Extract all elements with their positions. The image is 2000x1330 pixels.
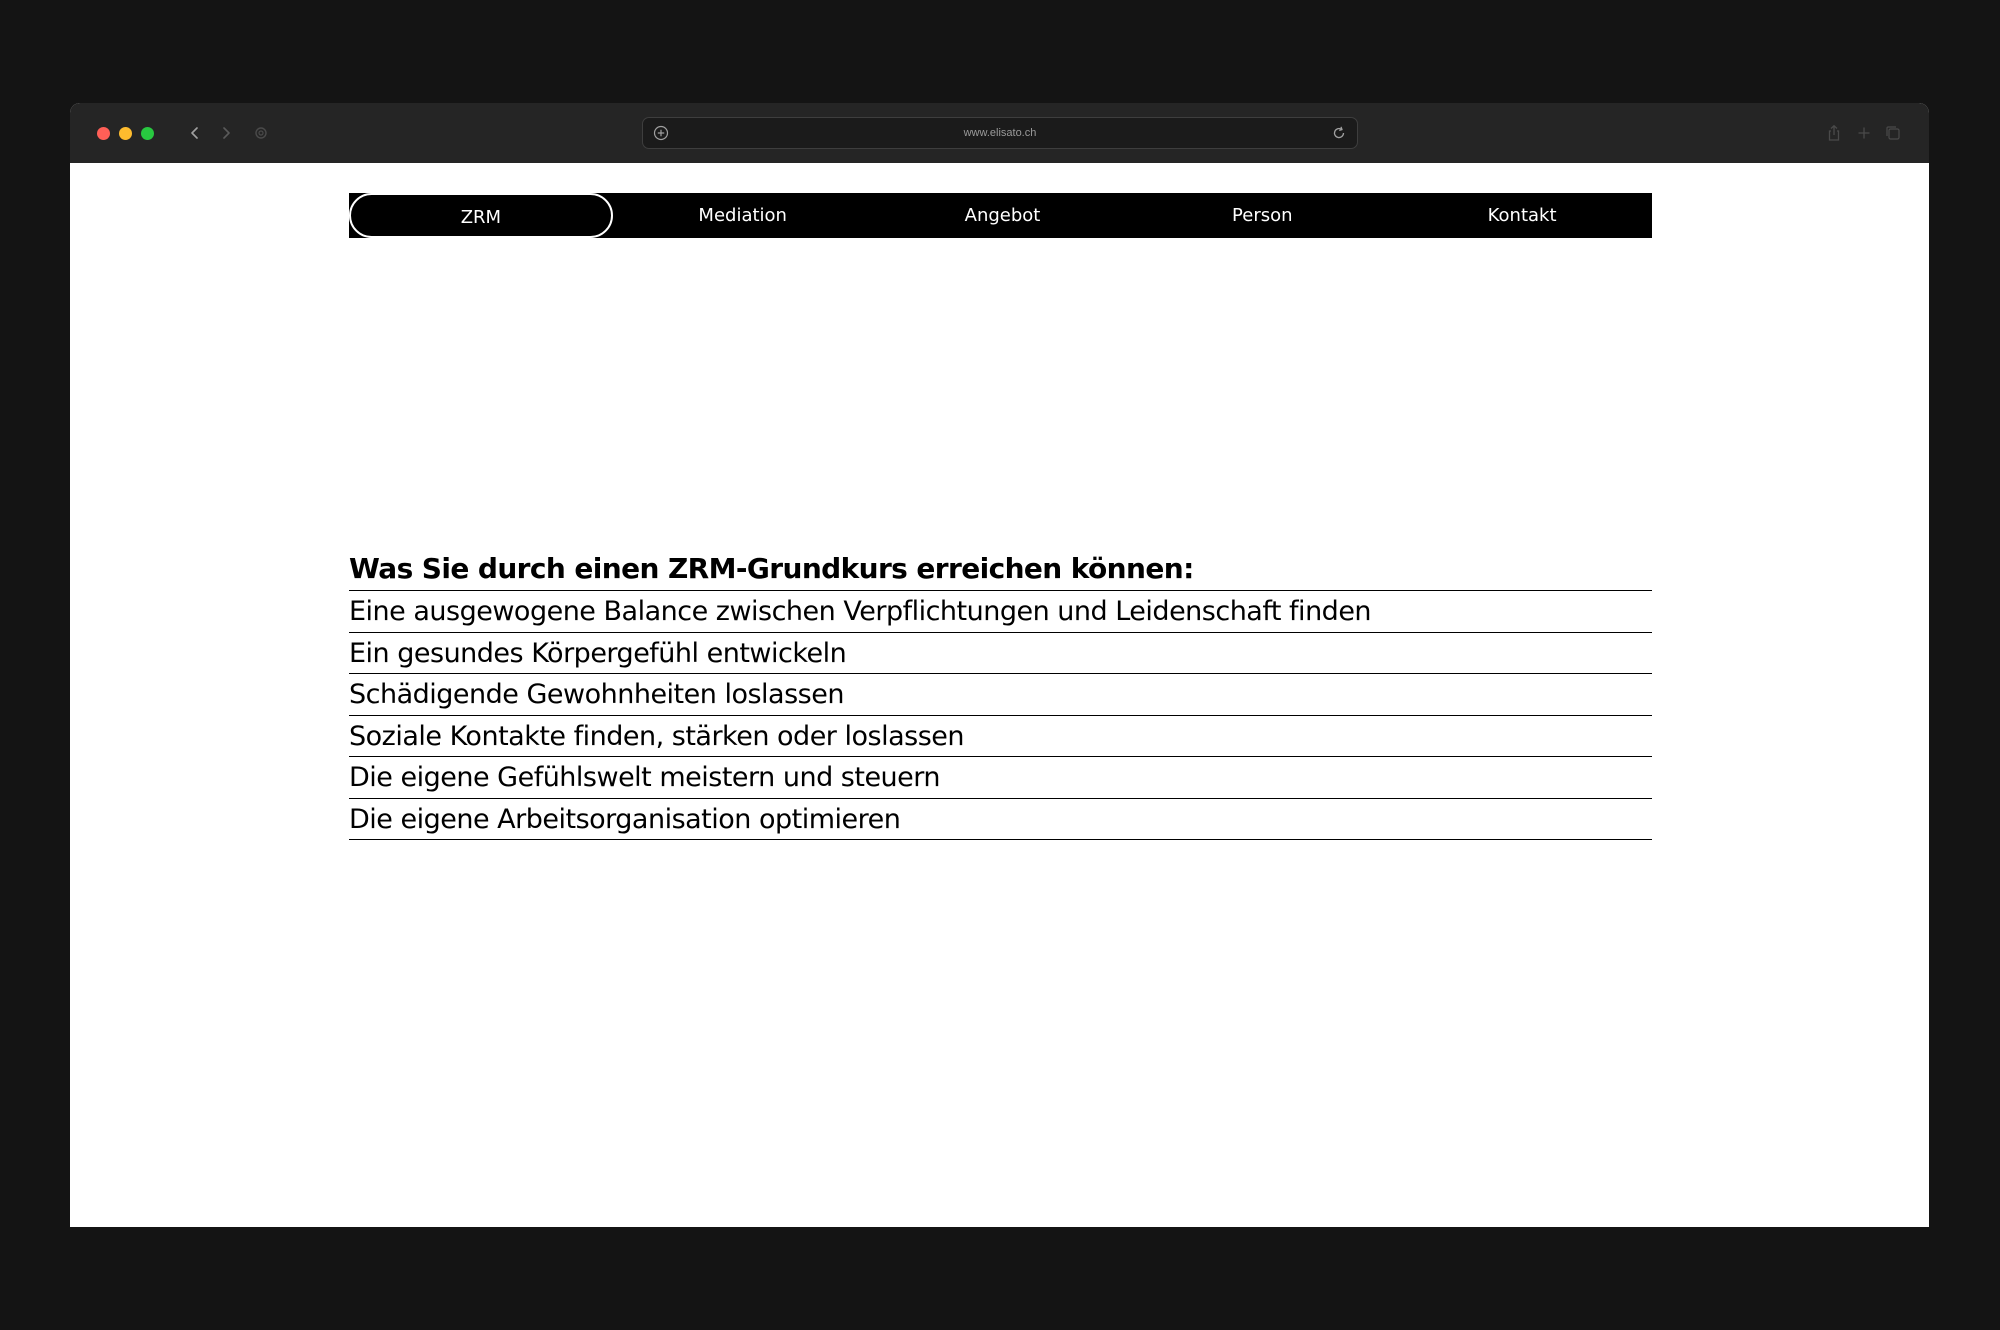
list-item: Die eigene Arbeitsorganisation optimieren	[349, 799, 1652, 841]
list-item: Ein gesundes Körpergefühl entwickeln	[349, 633, 1652, 675]
benefits-section	[349, 548, 1652, 840]
list-item: Schädigende Gewohnheiten loslassen	[349, 674, 1652, 716]
nav-item-mediation[interactable]: Mediation	[698, 205, 787, 226]
nav-item-angebot[interactable]: Angebot	[964, 205, 1041, 226]
browser-titlebar	[70, 103, 1929, 163]
nav-item-kontakt[interactable]: Kontakt	[1487, 205, 1557, 226]
new-tab-plus-icon[interactable]	[1852, 121, 1876, 145]
minimize-window-button[interactable]	[119, 127, 132, 140]
browser-window	[70, 103, 1929, 1227]
close-window-button[interactable]	[97, 127, 110, 140]
maximize-window-button[interactable]	[141, 127, 154, 140]
benefits-list	[349, 591, 1652, 840]
nav-item-person[interactable]: Person	[1232, 205, 1293, 226]
share-icon[interactable]	[1822, 121, 1846, 145]
main-navigation	[349, 193, 1652, 238]
list-item: Die eigene Gefühlswelt meistern und steuern	[349, 757, 1652, 799]
list-item: Soziale Kontakte finden, stärken oder loslassen	[349, 716, 1652, 758]
url-text[interactable]: www.elisato.ch	[963, 127, 1037, 139]
section-heading: Was Sie durch einen ZRM-Grundkurs erreichen können:	[349, 548, 1652, 591]
reload-icon[interactable]	[1331, 125, 1347, 145]
back-arrow-icon[interactable]	[183, 121, 207, 145]
nav-item-zrm[interactable]: ZRM	[349, 193, 613, 238]
gear-icon[interactable]	[249, 121, 273, 145]
web-page	[70, 163, 1929, 1227]
address-bar[interactable]	[642, 117, 1358, 149]
tab-overview-icon[interactable]	[1881, 121, 1905, 145]
forward-arrow-icon[interactable]	[214, 121, 238, 145]
list-item: Eine ausgewogene Balance zwischen Verpflichtungen und Leidenschaft finden	[349, 591, 1652, 633]
